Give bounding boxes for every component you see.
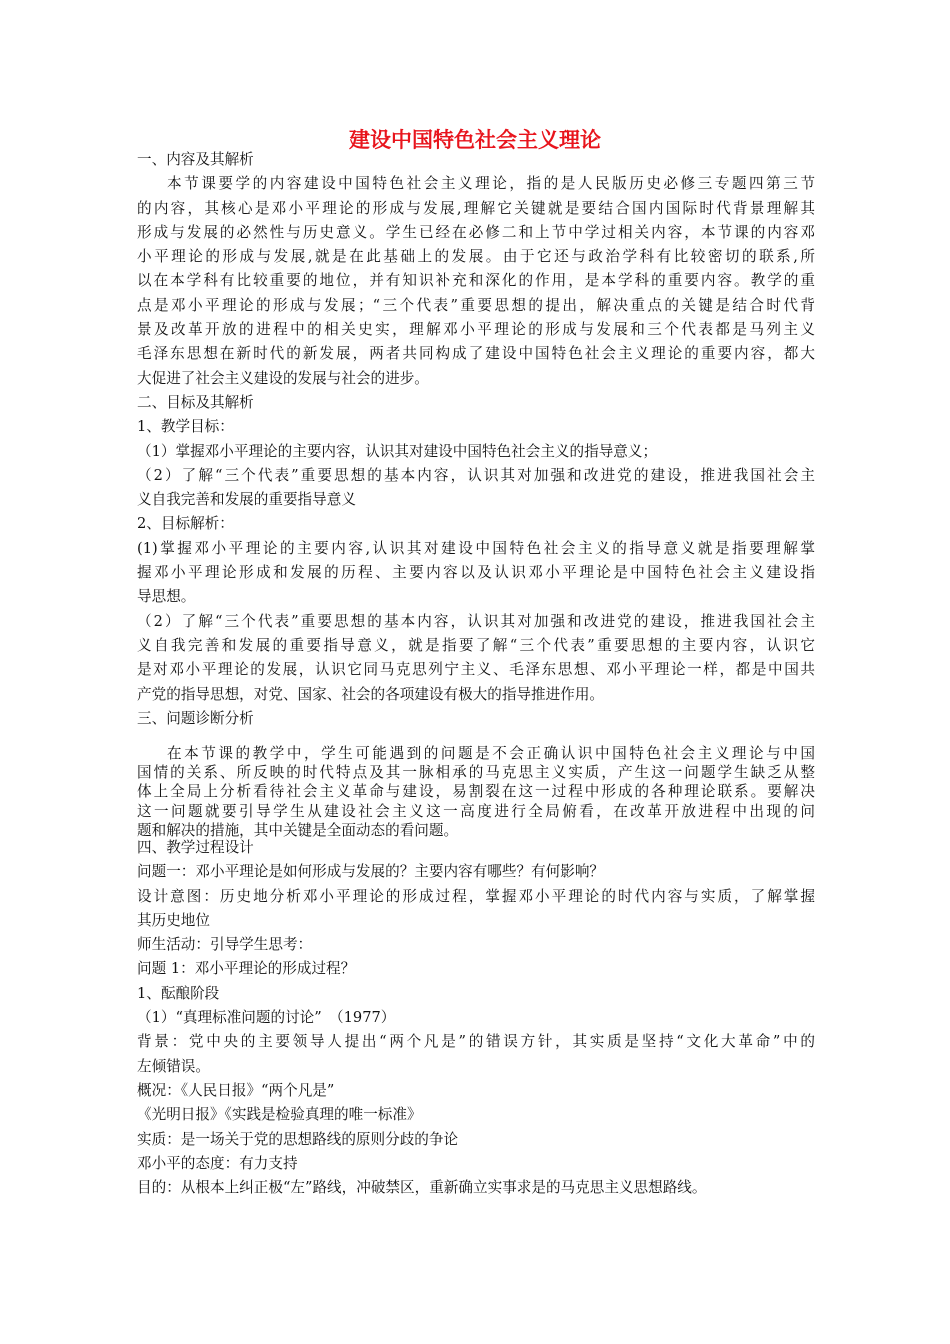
section-heading: 二、目标及其解析: [137, 393, 254, 411]
paragraph-line: 本节课要学的内容建设中国特色社会主义理论，指的是人民版历史必修三专题四第三节: [167, 175, 815, 193]
subheading: 2、目标解析：: [137, 515, 234, 533]
section-heading: 四、教学过程设计: [137, 839, 254, 856]
section-3-body: [137, 744, 815, 840]
paragraph-line: 小平理论的形成与发展,就是在此基础上的发展。由于它还与政治学科有比较密切的联系,所: [137, 248, 815, 266]
analysis-line: 导思想。: [137, 588, 196, 606]
purpose-line: 目的：从根本上纠正极“左”路线，冲破禁区，重新确立实事求是的马克思主义思想路线。: [137, 1179, 707, 1197]
stage-heading: 1、酝酿阶段: [137, 984, 220, 1002]
paragraph-line: 国情的关系、所反映的时代特点及其一脉相承的马克思主义实质，产生这一问题学生缺乏从整: [137, 764, 815, 782]
background-line: 背景：党中央的主要领导人提出“两个凡是”的错误方针，其实质是坚持“文化大革命”中的: [137, 1033, 815, 1051]
paragraph-line: 的内容，其核心是邓小平理论的形成与发展,理解它关键就是要结合国内国际时代背景理解其: [137, 199, 815, 217]
attitude-line: 邓小平的态度：有力支持: [137, 1154, 298, 1172]
paragraph-line: 题和解决的措施，其中关键是全面动态的看问题。: [137, 821, 459, 839]
background-line: 左倾错误。: [137, 1057, 210, 1075]
analysis-line: 握邓小平理论形成和发展的历程、主要内容以及认识邓小平理论是中国特色社会主义建设指: [137, 564, 815, 582]
analysis-line: 产党的指导思想，对党、国家、社会的各项建设有极大的指导推进作用。: [137, 685, 605, 703]
section-1: [137, 148, 815, 731]
analysis-line: (1)掌握邓小平理论的主要内容,认识其对建设中国特色社会主义的指导意义就是指要理解掌: [137, 539, 815, 557]
paragraph-line: 点是邓小平理论的形成与发展；“三个代表”重要思想的提出，解决重点的关键是结合时代背: [137, 296, 815, 314]
paragraph-line: 以在本学科有比较重要的地位，并有知识补充和深化的作用，是本学科的重要内容。教学的重: [137, 272, 815, 290]
section-4: [137, 836, 815, 1200]
analysis-line: 是对邓小平理论的发展，认识它同马克思列宁主义、毛泽东思想、邓小平理论一样，都是中国共: [137, 661, 815, 679]
overview-line: 概况：《人民日报》“两个凡是”: [137, 1081, 335, 1099]
paragraph-line: 体上全局上分析看待社会主义革命与建设，易割裂在这一过程中形成的各种理论联系。要解决: [137, 783, 815, 801]
paragraph-line: 毛泽东思想在新时代的新发展，两者共同构成了建设中国特色社会主义理论的重要内容，都大: [137, 345, 815, 363]
goal-item: （2）了解“三个代表”重要思想的基本内容，认识其对加强和改进党的建设，推进我国社会主: [137, 466, 815, 484]
item-line: （1）“真理标准问题的讨论” （1977）: [137, 1009, 396, 1027]
goal-item: （1）掌握邓小平理论的主要内容，认识其对建设中国特色社会主义的指导意义；: [137, 442, 658, 460]
essence-line: 实质：是一场关于党的思想路线的原则分歧的争论: [137, 1130, 459, 1148]
question-one: 问题一：邓小平理论是如何形成与发展的？主要内容有哪些？有何影响？: [137, 863, 605, 881]
page-title: 建设中国特色社会主义理论: [349, 128, 601, 152]
paragraph-line: 在本节课的教学中，学生可能遇到的问题是不会正确认识中国特色社会主义理论与中国: [167, 745, 815, 762]
paragraph-line: 形成与发展的必然性与历史意义。学生已经在必修二和上节中学过相关内容，本节课的内容邓: [137, 223, 815, 241]
analysis-line: 义自我完善和发展的重要指导意义，就是指要了解“三个代表”重要思想的主要内容，认识它: [137, 636, 815, 654]
activity-line: 师生活动：引导学生思考：: [137, 936, 313, 954]
design-line: 设计意图：历史地分析邓小平理论的形成过程，掌握邓小平理论的时代内容与实质，了解掌握: [137, 887, 815, 905]
paragraph-line: 这一问题就要引导学生从建设社会主义这一高度进行全局俯看，在改革开放进程中出现的问: [137, 802, 815, 820]
section-heading: 三、问题诊断分析: [137, 709, 254, 727]
goal-item: 义自我完善和发展的重要指导意义: [137, 491, 356, 509]
subheading: 1、教学目标：: [137, 418, 234, 436]
design-line: 其历史地位: [137, 911, 210, 929]
overview-line: 《光明日报》《实践是检验真理的唯一标准》: [137, 1106, 422, 1124]
paragraph-line: 景及改革开放的进程中的相关史实，理解邓小平理论的形成与发展和三个代表都是马列主义: [137, 321, 815, 339]
section-heading: 一、内容及其解析: [137, 151, 254, 168]
question-1: 问题 1：邓小平理论的形成过程？: [137, 960, 356, 978]
paragraph-line: 大促进了社会主义建设的发展与社会的进步。: [137, 369, 429, 387]
analysis-line: （2）了解“三个代表”重要思想的基本内容，认识其对加强和改进党的建设，推进我国社会主: [137, 612, 815, 630]
